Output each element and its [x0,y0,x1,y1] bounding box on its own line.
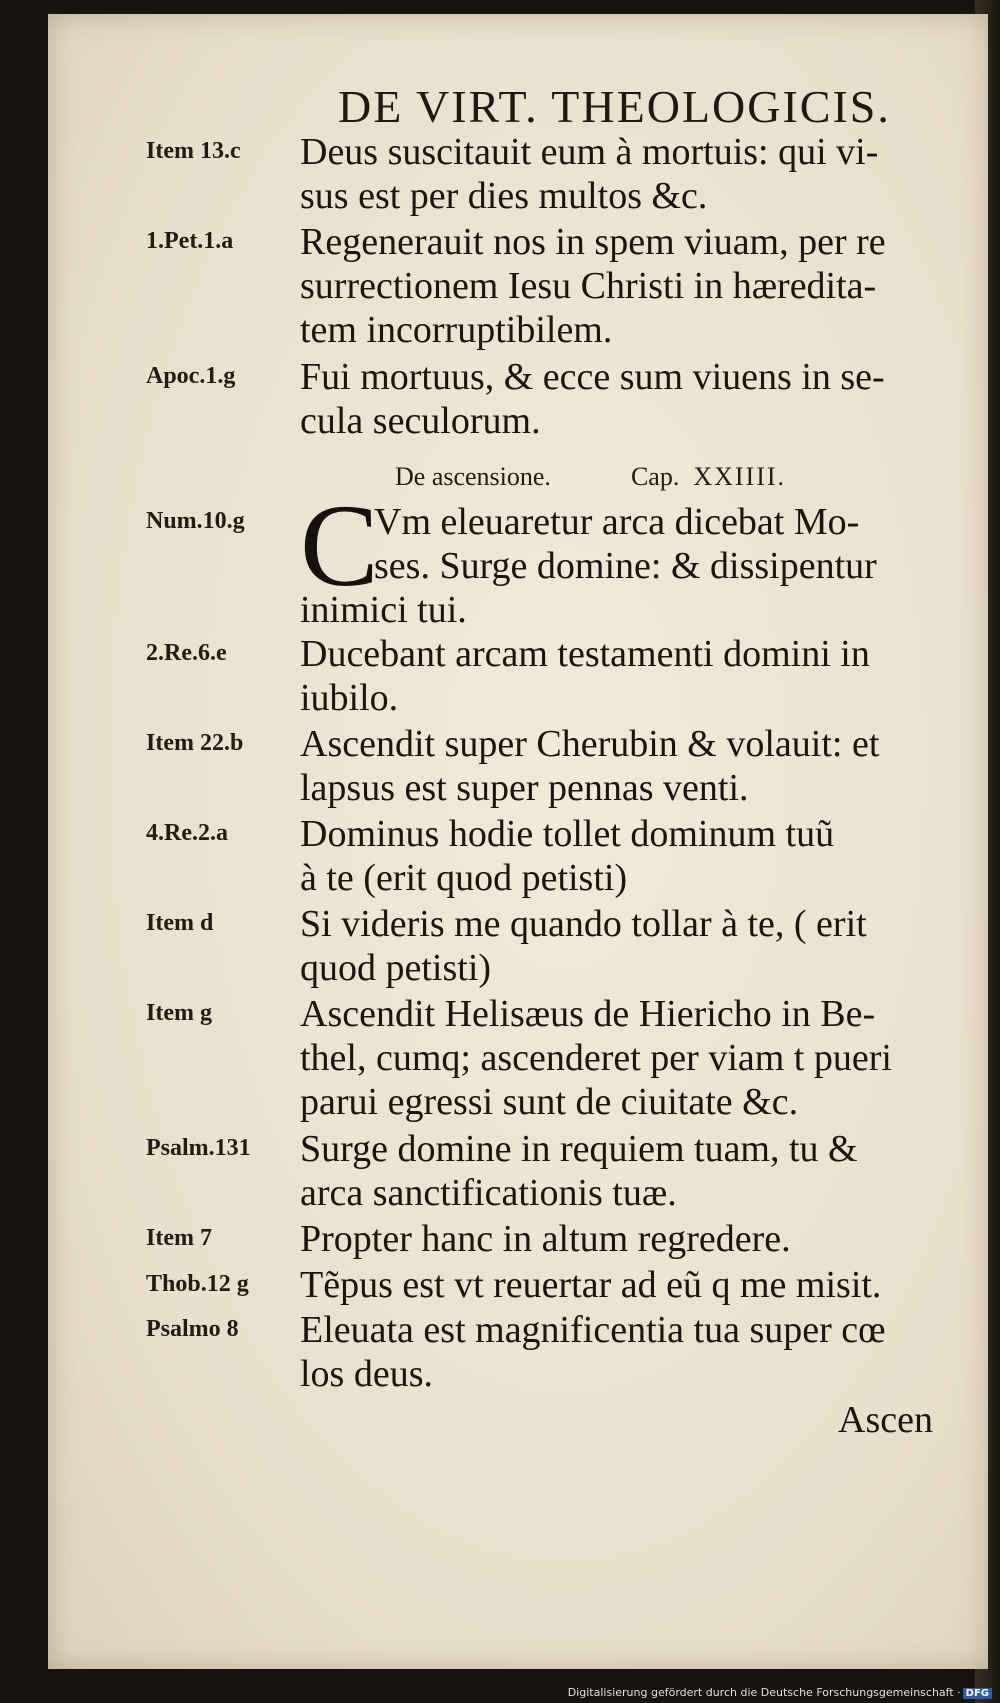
chapter-heading [395,462,786,492]
margin-reference: Item 7 [146,1225,212,1251]
passage-text [300,992,970,1124]
passage-line: Vm eleuaretur arca dicebat Mo- [374,501,860,543]
margin-reference: 4.Re.2.a [146,820,228,846]
passage-text [300,902,970,990]
passage-text [300,1217,970,1261]
passage-text [300,1127,970,1215]
margin-reference: Num.10.g [146,508,245,534]
drop-cap-initial: C [300,480,379,611]
passage-line: lapsus est super pennas venti. [300,767,749,809]
passage-line: ses. Surge domine: & dissipentur [374,545,877,587]
passage-text [300,722,970,810]
credit-text: Digitalisierung gefördert durch die Deutsche Forschungsgemeinschaft · [567,1686,961,1699]
passage-line: Surge domine in requiem tuam, tu & [300,1128,858,1170]
margin-reference: Item 13.c [146,138,241,164]
dfg-logo: DFG [963,1688,992,1699]
passage-line: inimici tui. [300,589,467,631]
passage-text [300,1263,970,1307]
passage-line: los deus. [300,1353,433,1395]
chapter-title: De ascensione. [395,462,551,491]
margin-reference: Item d [146,910,214,936]
passage-line: thel, cumq; ascenderet per viam t pueri [300,1037,892,1079]
passage-line: Si videris me quando tollar à te, ( erit [300,903,867,945]
passage-line: Ascendit super Cherubin & volauit: et [300,723,880,765]
passage-line: Fui mortuus, & ecce sum viuens in se- [300,356,885,398]
chapter-label: Cap. [630,462,680,491]
passage-line: Propter hanc in altum regredere. [300,1218,791,1260]
passage-text [300,130,970,218]
passage-text [374,500,974,588]
passage-line: quod petisti) [300,947,492,989]
digitization-credit [568,1686,992,1699]
margin-reference: Thob.12 g [146,1271,249,1297]
passage-line: Deus suscitauit eum à mortuis: qui vi- [300,131,879,173]
passage-text [300,1308,970,1396]
passage-line: Dominus hodie tollet dominum tuũ [300,813,835,855]
margin-reference: 1.Pet.1.a [146,228,234,254]
running-title: DE VIRT. THEOLOGICIS. [338,81,891,132]
passage-line: Regenerauit nos in spem viuam, per re [300,221,886,263]
margin-reference: 2.Re.6.e [146,640,227,666]
chapter-number: XXIIII. [693,462,787,491]
margin-reference: Psalmo 8 [146,1316,239,1342]
passage-text [300,355,970,443]
passage-line: tem incorruptibilem. [300,309,613,351]
passage-line: arca sanctificationis tuæ. [300,1172,677,1214]
margin-reference: Apoc.1.g [146,363,236,389]
passage-line: Tẽpus est vt reuertar ad eũ q me misit. [300,1264,882,1306]
passage-line: iubilo. [300,677,399,719]
margin-reference: Item g [146,1000,212,1026]
passage-line: Ducebant arcam testamenti domini in [300,633,870,675]
passage-line: Ascendit Helisæus de Hiericho in Be- [300,993,876,1035]
passage-line: parui egressi sunt de ciuitate &c. [300,1081,799,1123]
passage-text [300,632,970,720]
passage-line: sus est per dies multos &c. [300,175,708,217]
passage-line: à te (erit quod petisti) [300,857,628,899]
passage-text [300,588,970,632]
passage-text [300,220,970,352]
passage-line: surrectionem Iesu Christi in hæredita- [300,265,877,307]
catchword: Ascen [838,1399,933,1441]
passage-line: Eleuata est magnificentia tua super cœ [300,1309,886,1351]
passage-line: cula seculorum. [300,400,541,442]
passage-text [300,812,970,900]
margin-reference: Psalm.131 [146,1135,251,1161]
margin-reference: Item 22.b [146,730,244,756]
